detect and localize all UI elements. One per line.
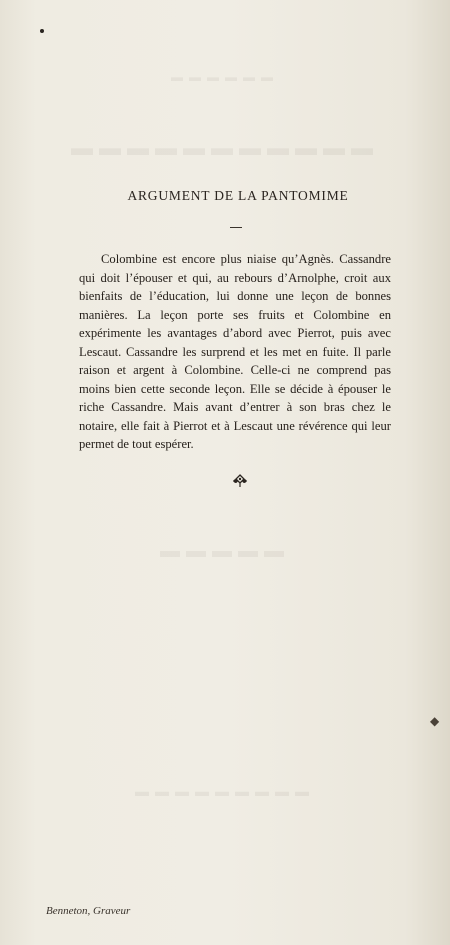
- fleuron-ornament-icon: [230, 473, 250, 489]
- title-separator: [230, 227, 242, 228]
- engraver-credit: Benneton, Graveur: [46, 905, 131, 917]
- ink-spot: [40, 29, 44, 33]
- show-through-text: ▬▬▬▬▬▬▬▬▬: [135, 785, 315, 800]
- page-title: ARGUMENT DE LA PANTOMIME: [127, 188, 349, 203]
- margin-mark: ◆: [430, 714, 440, 728]
- argument-paragraph: Colombine est encore plus niaise qu’Agnès. Cassandre qui doit l’épouser et qui, au rebours d’Arnolphe, croit aux bienfaits de l’éducation, lui donne une leçon de bonnes manières. La leçon porte ses fruits et Colombine en expérimente les avantages d’abord avec Pierrot, puis avec Lescaut. Cassandre les surprend et les met en fuite. Il parle raison et argent à Colombine. Celle-ci ne comprend pas moins bien cette seconde leçon. Elle se décide à épouser le riche Cassandre. Mais avant d’entrer à son bras chez le notaire, elle fait à Pierrot et à Lescaut une révérence qui leur permet de tout espérer.: [79, 252, 391, 451]
- show-through-text: ▬▬▬▬▬: [160, 540, 290, 562]
- show-through-text: ▬▬▬▬▬▬: [171, 70, 279, 84]
- show-through-text: ▬▬▬▬▬▬▬▬▬▬▬: [71, 135, 379, 160]
